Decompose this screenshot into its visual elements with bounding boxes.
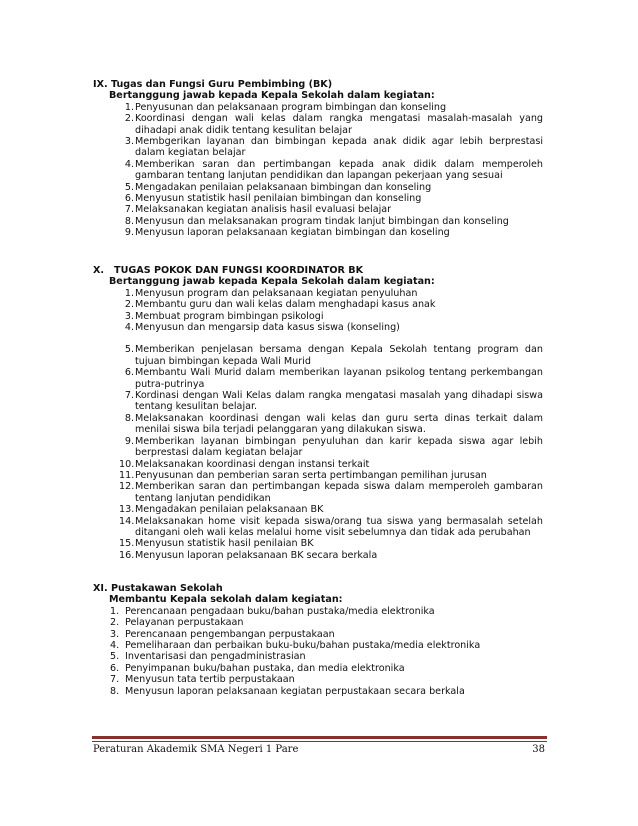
- section-ix-list: [93, 102, 543, 239]
- list-item: [93, 436, 543, 459]
- list-item-text: Membuat program bimbingan psikologi: [135, 310, 324, 322]
- list-item-text: Membantu Wali Murid dalam memberikan layanan psikolog tentang perkembangan putra-putrinya: [135, 367, 543, 390]
- list-item: [93, 640, 543, 651]
- list-item-text: Koordinasi dengan wali kelas dalam rangka mengatasi masalah-masalah yang dihadapi anak didik tentang kesulitan belajar: [135, 113, 543, 136]
- list-item-text: Memberikan saran dan pertimbangan kepada anak didik dalam memperoleh gambaran tentang lanjutan pendidikan dan lapangan pekerjaan yang sesuai: [135, 158, 543, 182]
- list-item-number: 14.: [119, 515, 135, 527]
- list-item-text: Penyimpanan buku/bahan pustaka, dan media elektronika: [125, 662, 405, 674]
- list-item-number: 9.: [124, 227, 134, 239]
- list-item-number: 8.: [124, 412, 134, 424]
- list-item-number: 2.: [124, 113, 134, 125]
- list-item-number: 4.: [124, 158, 134, 170]
- footer-document-title: Peraturan Akademik SMA Negeri 1 Pare: [93, 744, 299, 755]
- list-item: [93, 367, 543, 390]
- section-x-list-b: [93, 344, 543, 561]
- list-item-text: Memberikan layanan bimbingan penyuluhan dan karir kepada siswa agar lebih berprestasi dalam kegiatan belajar: [135, 435, 543, 459]
- list-item-text: Membantu guru dan wali kelas dalam menghadapi kasus anak: [135, 299, 436, 311]
- footer-divider-thin: [92, 741, 547, 742]
- list-item-text: Inventarisasi dan pengadministrasian: [125, 651, 306, 663]
- list-item-text: Menyusun laporan pelaksanaan BK secara berkala: [135, 549, 378, 561]
- list-item: [93, 216, 543, 227]
- list-item-number: 2.: [110, 617, 120, 629]
- section-xi-title: XI. Pustakawan Sekolah: [93, 583, 223, 594]
- list-item: [93, 159, 543, 182]
- list-item: [93, 663, 543, 674]
- list-item: [93, 390, 543, 413]
- list-item-number: 12.: [119, 481, 135, 493]
- list-item-number: 7.: [124, 390, 134, 402]
- list-item: [93, 516, 543, 539]
- list-item: [93, 182, 543, 193]
- list-item-number: 6.: [124, 193, 134, 205]
- list-item: [93, 538, 543, 549]
- list-item-text: Memberikan penjelasan bersama dengan Kepala Sekolah tentang program dan tujuan bimbingan kepada Wali Murid: [135, 344, 543, 367]
- list-item-number: 7.: [124, 204, 134, 216]
- list-item: [93, 481, 543, 504]
- list-item: [93, 227, 543, 238]
- list-item-text: Perencanaan pengembangan perpustakaan: [125, 628, 335, 640]
- list-item: [93, 193, 543, 204]
- list-item-number: 9.: [124, 435, 134, 447]
- list-item: [93, 299, 543, 310]
- list-item: [93, 617, 543, 628]
- list-item-text: Pemeliharaan dan perbaikan buku-buku/bahan pustaka/media elektronika: [125, 640, 481, 652]
- footer-page-number: 38: [532, 744, 545, 755]
- section-x-list-a: [93, 288, 543, 334]
- list-gap: [93, 333, 543, 344]
- list-item-text: Penyusunan dan pelaksanaan program bimbingan dan konseling: [135, 101, 447, 113]
- section-ix: [93, 79, 543, 239]
- list-item-text: Menyusun laporan pelaksanaan kegiatan bimbingan dan koseling: [135, 227, 450, 239]
- list-item: [93, 413, 543, 436]
- list-item: [93, 470, 543, 481]
- list-item-number: 3.: [124, 136, 134, 148]
- list-item-text: Membgerikan layanan dan bimbingan kepada anak didik agar lebih berprestasi dalam kegiatan belajar: [135, 136, 543, 159]
- list-item-number: 5.: [124, 181, 134, 193]
- list-item-number: 4.: [124, 322, 134, 334]
- list-item-text: Penyusunan dan pemberian saran serta pertimbangan pemilihan jurusan: [135, 469, 487, 481]
- list-item: [93, 629, 543, 640]
- list-item-text: Menyusun dan melaksanakan program tindak lanjut bimbingan dan konseling: [135, 215, 509, 227]
- list-item: [93, 344, 543, 367]
- list-item-number: 6.: [110, 662, 120, 674]
- list-item-number: 1.: [124, 287, 134, 299]
- list-item: [93, 504, 543, 515]
- list-item-number: 2.: [124, 299, 134, 311]
- list-item-text: Menyusun statistik hasil penilaian BK: [135, 538, 314, 550]
- list-item-number: 16.: [119, 549, 135, 561]
- list-item: [93, 113, 543, 136]
- list-item-text: Kordinasi dengan Wali Kelas dalam rangka mengatasi masalah yang dihadapi siswa tentang kesulitan belajar.: [135, 390, 543, 413]
- section-x: [93, 265, 543, 561]
- section-xi: [93, 583, 543, 697]
- list-item-text: Menyusun tata tertib perpustakaan: [125, 674, 295, 686]
- list-item-number: 6.: [124, 367, 134, 379]
- list-item-number: 3.: [110, 628, 120, 640]
- list-item: [93, 102, 543, 113]
- list-item-text: Menyusun statistik hasil penilaian bimbingan dan konseling: [135, 193, 422, 205]
- list-item-text: Melaksanakan home visit kepada siswa/orang tua siswa yang bermasalah setelah ditangani oleh wali kelas melalui home visit sebelumnya dan tidak ada perubahan: [135, 515, 543, 538]
- section-x-subtitle: Bertanggung jawab kepada Kepala Sekolah dalam kegiatan:: [109, 276, 435, 288]
- list-item-number: 13.: [119, 504, 135, 516]
- list-item-number: 4.: [110, 640, 120, 652]
- list-item: [93, 606, 543, 617]
- list-item-text: Mengadakan penilaian pelaksanaan bimbingan dan konseling: [135, 181, 432, 193]
- list-item-number: 5.: [124, 344, 134, 356]
- list-item: [93, 311, 543, 322]
- list-item-number: 8.: [110, 685, 120, 697]
- list-item-text: Menyusun dan mengarsip data kasus siswa (konseling): [135, 322, 400, 334]
- list-item: [93, 204, 543, 215]
- section-x-title: X. TUGAS POKOK DAN FUNGSI KOORDINATOR BK: [93, 265, 364, 276]
- list-item-number: 10.: [119, 458, 135, 470]
- list-item-number: 5.: [110, 651, 120, 663]
- list-item: [93, 674, 543, 685]
- list-item-number: 11.: [119, 469, 135, 481]
- list-item-number: 8.: [124, 215, 134, 227]
- section-ix-subtitle: Bertanggung jawab kepada Kepala Sekolah dalam kegiatan:: [109, 90, 435, 102]
- list-item-text: Perencanaan pengadaan buku/bahan pustaka/media elektronika: [125, 605, 435, 617]
- list-item: [93, 550, 543, 561]
- list-item-number: 15.: [119, 538, 135, 550]
- list-item: [93, 288, 543, 299]
- list-item-text: Melaksanakan koordinasi dengan wali kelas dan guru serta dinas terkait dalam menilai siswa bila terjadi pelanggaran yang dilakukan siswa.: [135, 412, 543, 436]
- section-xi-subtitle: Membantu Kepala sekolah dalam kegiatan:: [109, 594, 343, 606]
- list-item: [93, 686, 543, 697]
- list-item-number: 1.: [124, 101, 134, 113]
- list-item-text: Menyusun laporan pelaksanaan kegiatan perpustakaan secara berkala: [125, 685, 465, 697]
- list-item-text: Memberikan saran dan pertimbangan kepada siswa dalam memperoleh gambaran tentang lanjutan pendidikan: [135, 481, 543, 504]
- list-item: [93, 459, 543, 470]
- list-item: [93, 651, 543, 662]
- list-item-number: 7.: [110, 674, 120, 686]
- list-item: [93, 322, 543, 333]
- list-item-text: Mengadakan penilaian pelaksanaan BK: [135, 504, 324, 516]
- footer-divider: [92, 736, 547, 739]
- list-item-text: Melaksanakan kegiatan analisis hasil evaluasi belajar: [135, 204, 392, 216]
- list-item-number: 3.: [124, 310, 134, 322]
- list-item-number: 1.: [110, 605, 120, 617]
- list-item-text: Pelayanan perpustakaan: [125, 617, 244, 629]
- list-item-text: Menyusun program dan pelaksanaan kegiatan penyuluhan: [135, 287, 418, 299]
- section-xi-list: [93, 606, 543, 697]
- list-item-text: Melaksanakan koordinasi dengan instansi terkait: [135, 458, 370, 470]
- list-item: [93, 136, 543, 159]
- section-ix-title: IX. Tugas dan Fungsi Guru Pembimbing (BK): [93, 79, 333, 90]
